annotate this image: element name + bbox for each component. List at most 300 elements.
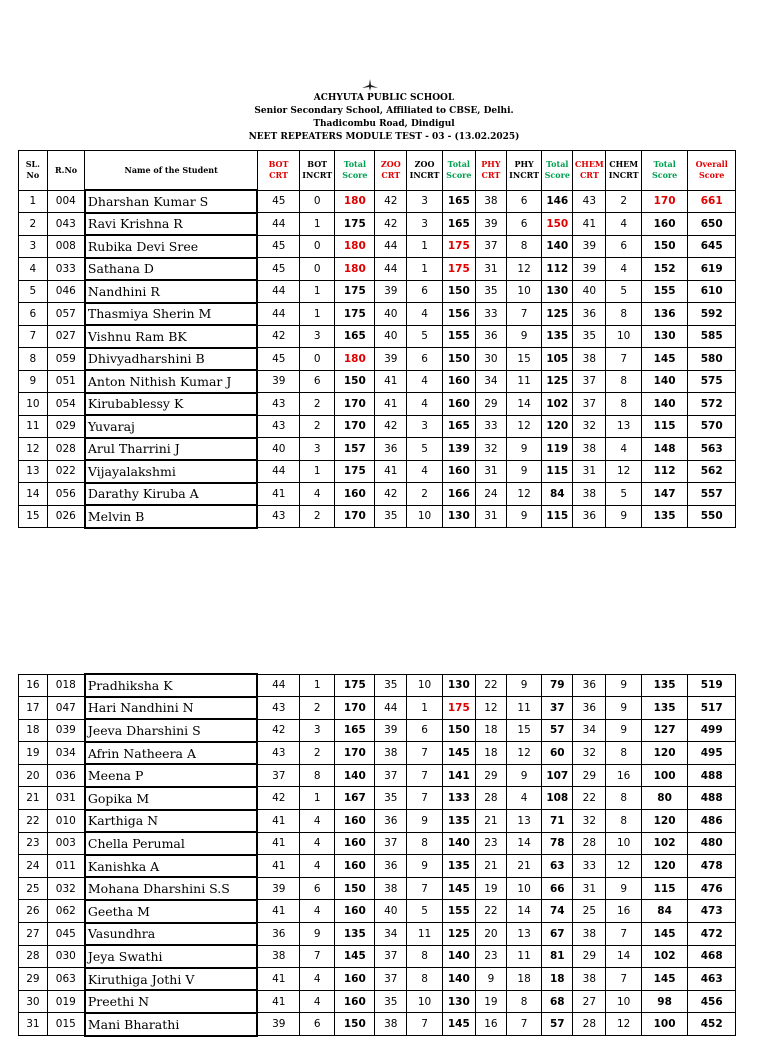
table-cell: 8 — [606, 303, 641, 326]
table-cell: 175 — [335, 303, 375, 326]
table-cell: 38 — [573, 348, 606, 371]
table-cell: 033 — [47, 258, 85, 281]
table-cell: 9 — [606, 505, 641, 528]
table-row — [19, 697, 736, 720]
table-cell: 38 — [475, 190, 506, 213]
table-cell: 4 — [606, 258, 641, 281]
table-cell: 130 — [542, 280, 573, 303]
table-cell: 166 — [442, 483, 475, 506]
table-cell: 39 — [257, 877, 299, 900]
table-cell: 39 — [375, 719, 407, 742]
table-cell: 11 — [19, 415, 48, 438]
table-cell: 23 — [475, 945, 506, 968]
school-affiliation: Senior Secondary School, Affiliated to CBSE, Delhi. — [254, 106, 514, 116]
table-cell: 026 — [47, 505, 85, 528]
table-cell: 22 — [19, 810, 48, 833]
table-cell: 175 — [335, 280, 375, 303]
table-cell: 40 — [573, 280, 606, 303]
table-cell: 14 — [19, 483, 48, 506]
table-cell: 175 — [335, 213, 375, 236]
table-cell: 18 — [542, 968, 573, 991]
table-row — [19, 213, 736, 236]
table-cell: 32 — [475, 438, 506, 461]
table-cell: 102 — [542, 393, 573, 416]
table-cell: 145 — [641, 923, 687, 946]
table-cell: 570 — [688, 415, 736, 438]
table-cell: 33 — [475, 415, 506, 438]
table-cell: 6 — [407, 280, 442, 303]
table-cell: 468 — [688, 945, 736, 968]
table-cell: 79 — [542, 674, 573, 697]
table-cell: 175 — [335, 460, 375, 483]
table-cell: 135 — [442, 855, 475, 878]
table-cell: 139 — [442, 438, 475, 461]
table-cell: 456 — [688, 990, 736, 1013]
table-cell: 9 — [19, 370, 48, 393]
column-header-line1: ZOO — [414, 159, 435, 170]
table-cell: 010 — [47, 810, 85, 833]
table-cell: 165 — [442, 415, 475, 438]
table-row — [19, 370, 736, 393]
table-cell: 23 — [475, 832, 506, 855]
table-cell: 160 — [335, 810, 375, 833]
table-cell: 150 — [442, 280, 475, 303]
table-cell: 28 — [475, 787, 506, 810]
table-cell: 180 — [335, 258, 375, 281]
student-name-cell: Preethi N — [85, 990, 258, 1013]
table-cell: 146 — [542, 190, 573, 213]
table-row — [19, 810, 736, 833]
table-cell: 1 — [300, 787, 335, 810]
column-header-line1: CHEM — [609, 159, 639, 170]
table-cell: 463 — [688, 968, 736, 991]
table-cell: 27 — [19, 923, 48, 946]
table-cell: 8 — [606, 787, 641, 810]
table-cell: 20 — [19, 764, 48, 787]
school-address: Thadicombu Road, Dindigul — [313, 119, 455, 129]
table-cell: 0 — [300, 235, 335, 258]
student-name-cell: Mani Bharathi — [85, 1013, 258, 1036]
table-cell: 0 — [300, 190, 335, 213]
table-cell: 115 — [641, 415, 687, 438]
column-header-line2: Score — [651, 170, 678, 181]
table-cell: 12 — [506, 415, 541, 438]
table-cell: 42 — [375, 213, 407, 236]
table-cell: 175 — [442, 697, 475, 720]
table-cell: 3 — [407, 190, 442, 213]
table-row — [19, 787, 736, 810]
table-cell: 37 — [475, 235, 506, 258]
table-cell: 1 — [300, 303, 335, 326]
table-cell: 140 — [641, 393, 687, 416]
column-header-line1: BOT — [268, 159, 289, 170]
table-cell: 32 — [573, 810, 606, 833]
table-cell: 41 — [257, 483, 299, 506]
table-cell: 1 — [407, 697, 442, 720]
table-cell: 11 — [407, 923, 442, 946]
table-cell: 160 — [335, 900, 375, 923]
table-cell: 2 — [300, 505, 335, 528]
table-cell: 43 — [257, 415, 299, 438]
table-cell: 155 — [442, 900, 475, 923]
column-header-line2: CRT — [579, 170, 599, 181]
table-cell: 43 — [257, 505, 299, 528]
table-row — [19, 483, 736, 506]
table-cell: 24 — [475, 483, 506, 506]
table-cell: 35 — [375, 505, 407, 528]
table-cell: 42 — [375, 190, 407, 213]
student-name-cell: Thasmiya Sherin M — [85, 303, 258, 326]
table-cell: 21 — [475, 855, 506, 878]
table-cell: 38 — [375, 877, 407, 900]
table-cell: 180 — [335, 348, 375, 371]
table-cell: 6 — [19, 303, 48, 326]
table-cell: 120 — [641, 810, 687, 833]
table-cell: 6 — [300, 370, 335, 393]
table-cell: 5 — [606, 280, 641, 303]
table-cell: 42 — [375, 483, 407, 506]
table-cell: 11 — [506, 370, 541, 393]
table-cell: 6 — [407, 719, 442, 742]
table-cell: 2 — [300, 697, 335, 720]
table-cell: 019 — [47, 990, 85, 1013]
table-cell: 3 — [407, 213, 442, 236]
table-cell: 2 — [300, 415, 335, 438]
table-cell: 30 — [19, 990, 48, 1013]
table-cell: 062 — [47, 900, 85, 923]
table-cell: 580 — [688, 348, 736, 371]
table-cell: 610 — [688, 280, 736, 303]
table-cell: 1 — [407, 258, 442, 281]
table-cell: 41 — [375, 460, 407, 483]
table-cell: 37 — [375, 764, 407, 787]
table-cell: 38 — [375, 742, 407, 765]
table-cell: 150 — [542, 213, 573, 236]
table-cell: 3 — [300, 438, 335, 461]
table-cell: 6 — [300, 1013, 335, 1036]
column-header — [542, 151, 573, 191]
table-row — [19, 923, 736, 946]
table-cell: 495 — [688, 742, 736, 765]
table-cell: 108 — [542, 787, 573, 810]
table-cell: 135 — [542, 325, 573, 348]
table-cell: 1 — [19, 190, 48, 213]
table-cell: 473 — [688, 900, 736, 923]
table-cell: 67 — [542, 923, 573, 946]
table-cell: 14 — [506, 393, 541, 416]
table-cell: 160 — [442, 460, 475, 483]
column-header-line2: CRT — [269, 170, 288, 181]
table-cell: 39 — [257, 370, 299, 393]
column-header-line1: Total — [343, 159, 366, 170]
table-cell: 115 — [542, 505, 573, 528]
student-name-cell: Afrin Natheera A — [85, 742, 258, 765]
table-cell: 18 — [475, 719, 506, 742]
table-cell: 170 — [335, 415, 375, 438]
table-cell: 180 — [335, 235, 375, 258]
table-cell: 84 — [641, 900, 687, 923]
table-cell: 39 — [375, 280, 407, 303]
table-cell: 563 — [688, 438, 736, 461]
table-cell: 170 — [335, 393, 375, 416]
table-cell: 31 — [19, 1013, 48, 1036]
table-cell: 127 — [641, 719, 687, 742]
table-cell: 476 — [688, 877, 736, 900]
column-header — [688, 151, 736, 191]
table-cell: 9 — [407, 855, 442, 878]
student-name-cell: Dhivyadharshini B — [85, 348, 258, 371]
table-cell: 145 — [442, 742, 475, 765]
student-name-cell: Sathana D — [85, 258, 258, 281]
table-body-bottom — [19, 674, 736, 1036]
table-cell: 35 — [375, 787, 407, 810]
table-cell: 44 — [375, 258, 407, 281]
table-cell: 12 — [606, 460, 641, 483]
column-header-line2: INCRT — [608, 170, 639, 181]
table-cell: 7 — [506, 1013, 541, 1036]
column-header-line2: CRT — [381, 170, 401, 181]
table-cell: 36 — [375, 810, 407, 833]
table-cell: 6 — [606, 235, 641, 258]
table-cell: 2 — [300, 742, 335, 765]
column-header-line1: BOT — [307, 159, 328, 170]
student-name-cell: Kiruthiga Jothi V — [85, 968, 258, 991]
table-cell: 26 — [19, 900, 48, 923]
table-cell: 45 — [257, 235, 299, 258]
table-cell: 40 — [257, 438, 299, 461]
table-cell: 046 — [47, 280, 85, 303]
table-cell: 1 — [300, 674, 335, 697]
table-cell: 135 — [641, 697, 687, 720]
table-cell: 14 — [506, 900, 541, 923]
table-cell: 8 — [300, 764, 335, 787]
table-cell: 44 — [257, 674, 299, 697]
table-cell: 125 — [442, 923, 475, 946]
table-cell: 519 — [688, 674, 736, 697]
table-cell: 22 — [475, 674, 506, 697]
table-cell: 043 — [47, 213, 85, 236]
table-cell: 9 — [506, 438, 541, 461]
table-cell: 34 — [375, 923, 407, 946]
table-cell: 4 — [407, 460, 442, 483]
student-name-cell: Kirubablessy K — [85, 393, 258, 416]
table-cell: 120 — [641, 742, 687, 765]
table-cell: 12 — [606, 855, 641, 878]
table-row — [19, 235, 736, 258]
table-cell: 165 — [442, 190, 475, 213]
table-cell: 16 — [606, 764, 641, 787]
table-cell: 1 — [300, 213, 335, 236]
table-cell: 43 — [257, 393, 299, 416]
table-cell: 39 — [573, 258, 606, 281]
table-cell: 38 — [573, 923, 606, 946]
table-row — [19, 280, 736, 303]
table-cell: 133 — [442, 787, 475, 810]
table-cell: 486 — [688, 810, 736, 833]
table-cell: 31 — [475, 258, 506, 281]
column-header — [573, 151, 606, 191]
student-name-cell: Yuvaraj — [85, 415, 258, 438]
table-cell: 148 — [641, 438, 687, 461]
column-header — [335, 151, 375, 191]
table-cell: 051 — [47, 370, 85, 393]
table-cell: 44 — [257, 460, 299, 483]
table-cell: 130 — [442, 505, 475, 528]
column-header-line1: PHY — [481, 159, 501, 170]
table-cell: 4 — [407, 393, 442, 416]
table-cell: 011 — [47, 855, 85, 878]
table-cell: 100 — [641, 764, 687, 787]
table-row — [19, 877, 736, 900]
table-cell: 43 — [573, 190, 606, 213]
table-cell: 150 — [442, 719, 475, 742]
table-cell: 42 — [257, 325, 299, 348]
table-cell: 140 — [335, 764, 375, 787]
table-cell: 33 — [475, 303, 506, 326]
table-cell: 39 — [257, 1013, 299, 1036]
table-cell: 36 — [375, 855, 407, 878]
table-cell: 45 — [257, 258, 299, 281]
column-header-line1: Total — [546, 159, 569, 170]
table-cell: 5 — [19, 280, 48, 303]
table-cell: 140 — [442, 945, 475, 968]
table-cell: 31 — [475, 505, 506, 528]
column-header-line2: Score — [342, 170, 368, 181]
table-cell: 7 — [300, 945, 335, 968]
table-cell: 42 — [257, 719, 299, 742]
table-cell: 15 — [506, 719, 541, 742]
table-row — [19, 258, 736, 281]
table-row — [19, 719, 736, 742]
table-cell: 145 — [442, 877, 475, 900]
table-cell: 140 — [542, 235, 573, 258]
table-cell: 84 — [542, 483, 573, 506]
table-cell: 19 — [19, 742, 48, 765]
table-cell: 29 — [475, 393, 506, 416]
table-cell: 36 — [257, 923, 299, 946]
table-cell: 57 — [542, 719, 573, 742]
student-name-cell: Nandhini R — [85, 280, 258, 303]
table-cell: 36 — [573, 505, 606, 528]
table-cell: 14 — [506, 832, 541, 855]
table-cell: 28 — [573, 1013, 606, 1036]
table-cell: 135 — [442, 810, 475, 833]
table-cell: 160 — [442, 393, 475, 416]
table-cell: 7 — [407, 1013, 442, 1036]
table-cell: 150 — [335, 877, 375, 900]
table-cell: 2 — [300, 393, 335, 416]
table-cell: 21 — [475, 810, 506, 833]
table-cell: 41 — [375, 393, 407, 416]
table-cell: 4 — [300, 855, 335, 878]
table-row — [19, 303, 736, 326]
table-cell: 175 — [442, 235, 475, 258]
table-cell: 7 — [407, 764, 442, 787]
table-cell: 41 — [257, 855, 299, 878]
table-cell: 034 — [47, 742, 85, 765]
table-cell: 14 — [606, 945, 641, 968]
table-cell: 32 — [573, 742, 606, 765]
table-cell: 452 — [688, 1013, 736, 1036]
table-cell: 4 — [606, 213, 641, 236]
table-cell: 12 — [475, 697, 506, 720]
table-cell: 105 — [542, 348, 573, 371]
table-cell: 7 — [19, 325, 48, 348]
table-cell: 38 — [257, 945, 299, 968]
column-header-line2: No — [26, 170, 40, 181]
column-header-line2: Score — [544, 170, 570, 181]
table-cell: 38 — [573, 438, 606, 461]
table-cell: 34 — [475, 370, 506, 393]
table-cell: 57 — [542, 1013, 573, 1036]
table-cell: 37 — [542, 697, 573, 720]
table-cell: 13 — [506, 923, 541, 946]
test-title: NEET REPEATERS MODULE TEST - 03 - (13.02.2025) — [248, 132, 520, 142]
student-name-cell: Vasundhra — [85, 923, 258, 946]
table-cell: 71 — [542, 810, 573, 833]
table-cell: 8 — [606, 810, 641, 833]
student-name-cell: Darathy Kiruba A — [85, 483, 258, 506]
table-cell: 057 — [47, 303, 85, 326]
table-cell: 141 — [442, 764, 475, 787]
column-header-line2: INCRT — [409, 170, 440, 181]
table-cell: 12 — [606, 1013, 641, 1036]
table-cell: 170 — [335, 505, 375, 528]
column-header-line2: INCRT — [509, 170, 540, 181]
table-cell: 41 — [375, 370, 407, 393]
table-cell: 175 — [335, 674, 375, 697]
table-cell: 39 — [573, 235, 606, 258]
student-name-cell: Ravi Krishna R — [85, 213, 258, 236]
table-cell: 5 — [407, 325, 442, 348]
column-header — [85, 151, 258, 191]
table-cell: 19 — [475, 990, 506, 1013]
table-cell: 3 — [300, 719, 335, 742]
table-cell: 165 — [335, 325, 375, 348]
table-cell: 102 — [641, 832, 687, 855]
table-cell: 41 — [573, 213, 606, 236]
table-cell: 39 — [375, 348, 407, 371]
table-cell: 4 — [407, 303, 442, 326]
table-cell: 8 — [407, 945, 442, 968]
table-cell: 10 — [506, 280, 541, 303]
table-cell: 585 — [688, 325, 736, 348]
table-cell: 25 — [19, 877, 48, 900]
table-cell: 40 — [375, 325, 407, 348]
student-name-cell: Melvin B — [85, 505, 258, 528]
table-cell: 8 — [506, 235, 541, 258]
table-cell: 488 — [688, 764, 736, 787]
table-cell: 135 — [641, 674, 687, 697]
table-cell: 16 — [475, 1013, 506, 1036]
column-header-line1: Total — [447, 159, 470, 170]
table-cell: 60 — [542, 742, 573, 765]
table-cell: 7 — [506, 303, 541, 326]
table-cell: 145 — [335, 945, 375, 968]
table-cell: 31 — [573, 460, 606, 483]
table-cell: 2 — [606, 190, 641, 213]
table-cell: 120 — [641, 855, 687, 878]
column-header-line2: Score — [699, 170, 725, 181]
table-cell: 031 — [47, 787, 85, 810]
table-cell: 16 — [606, 900, 641, 923]
table-cell: 9 — [407, 810, 442, 833]
table-cell: 7 — [606, 968, 641, 991]
table-cell: 150 — [335, 1013, 375, 1036]
table-cell: 29 — [573, 764, 606, 787]
table-cell: 1 — [407, 235, 442, 258]
table-cell: 9 — [606, 877, 641, 900]
